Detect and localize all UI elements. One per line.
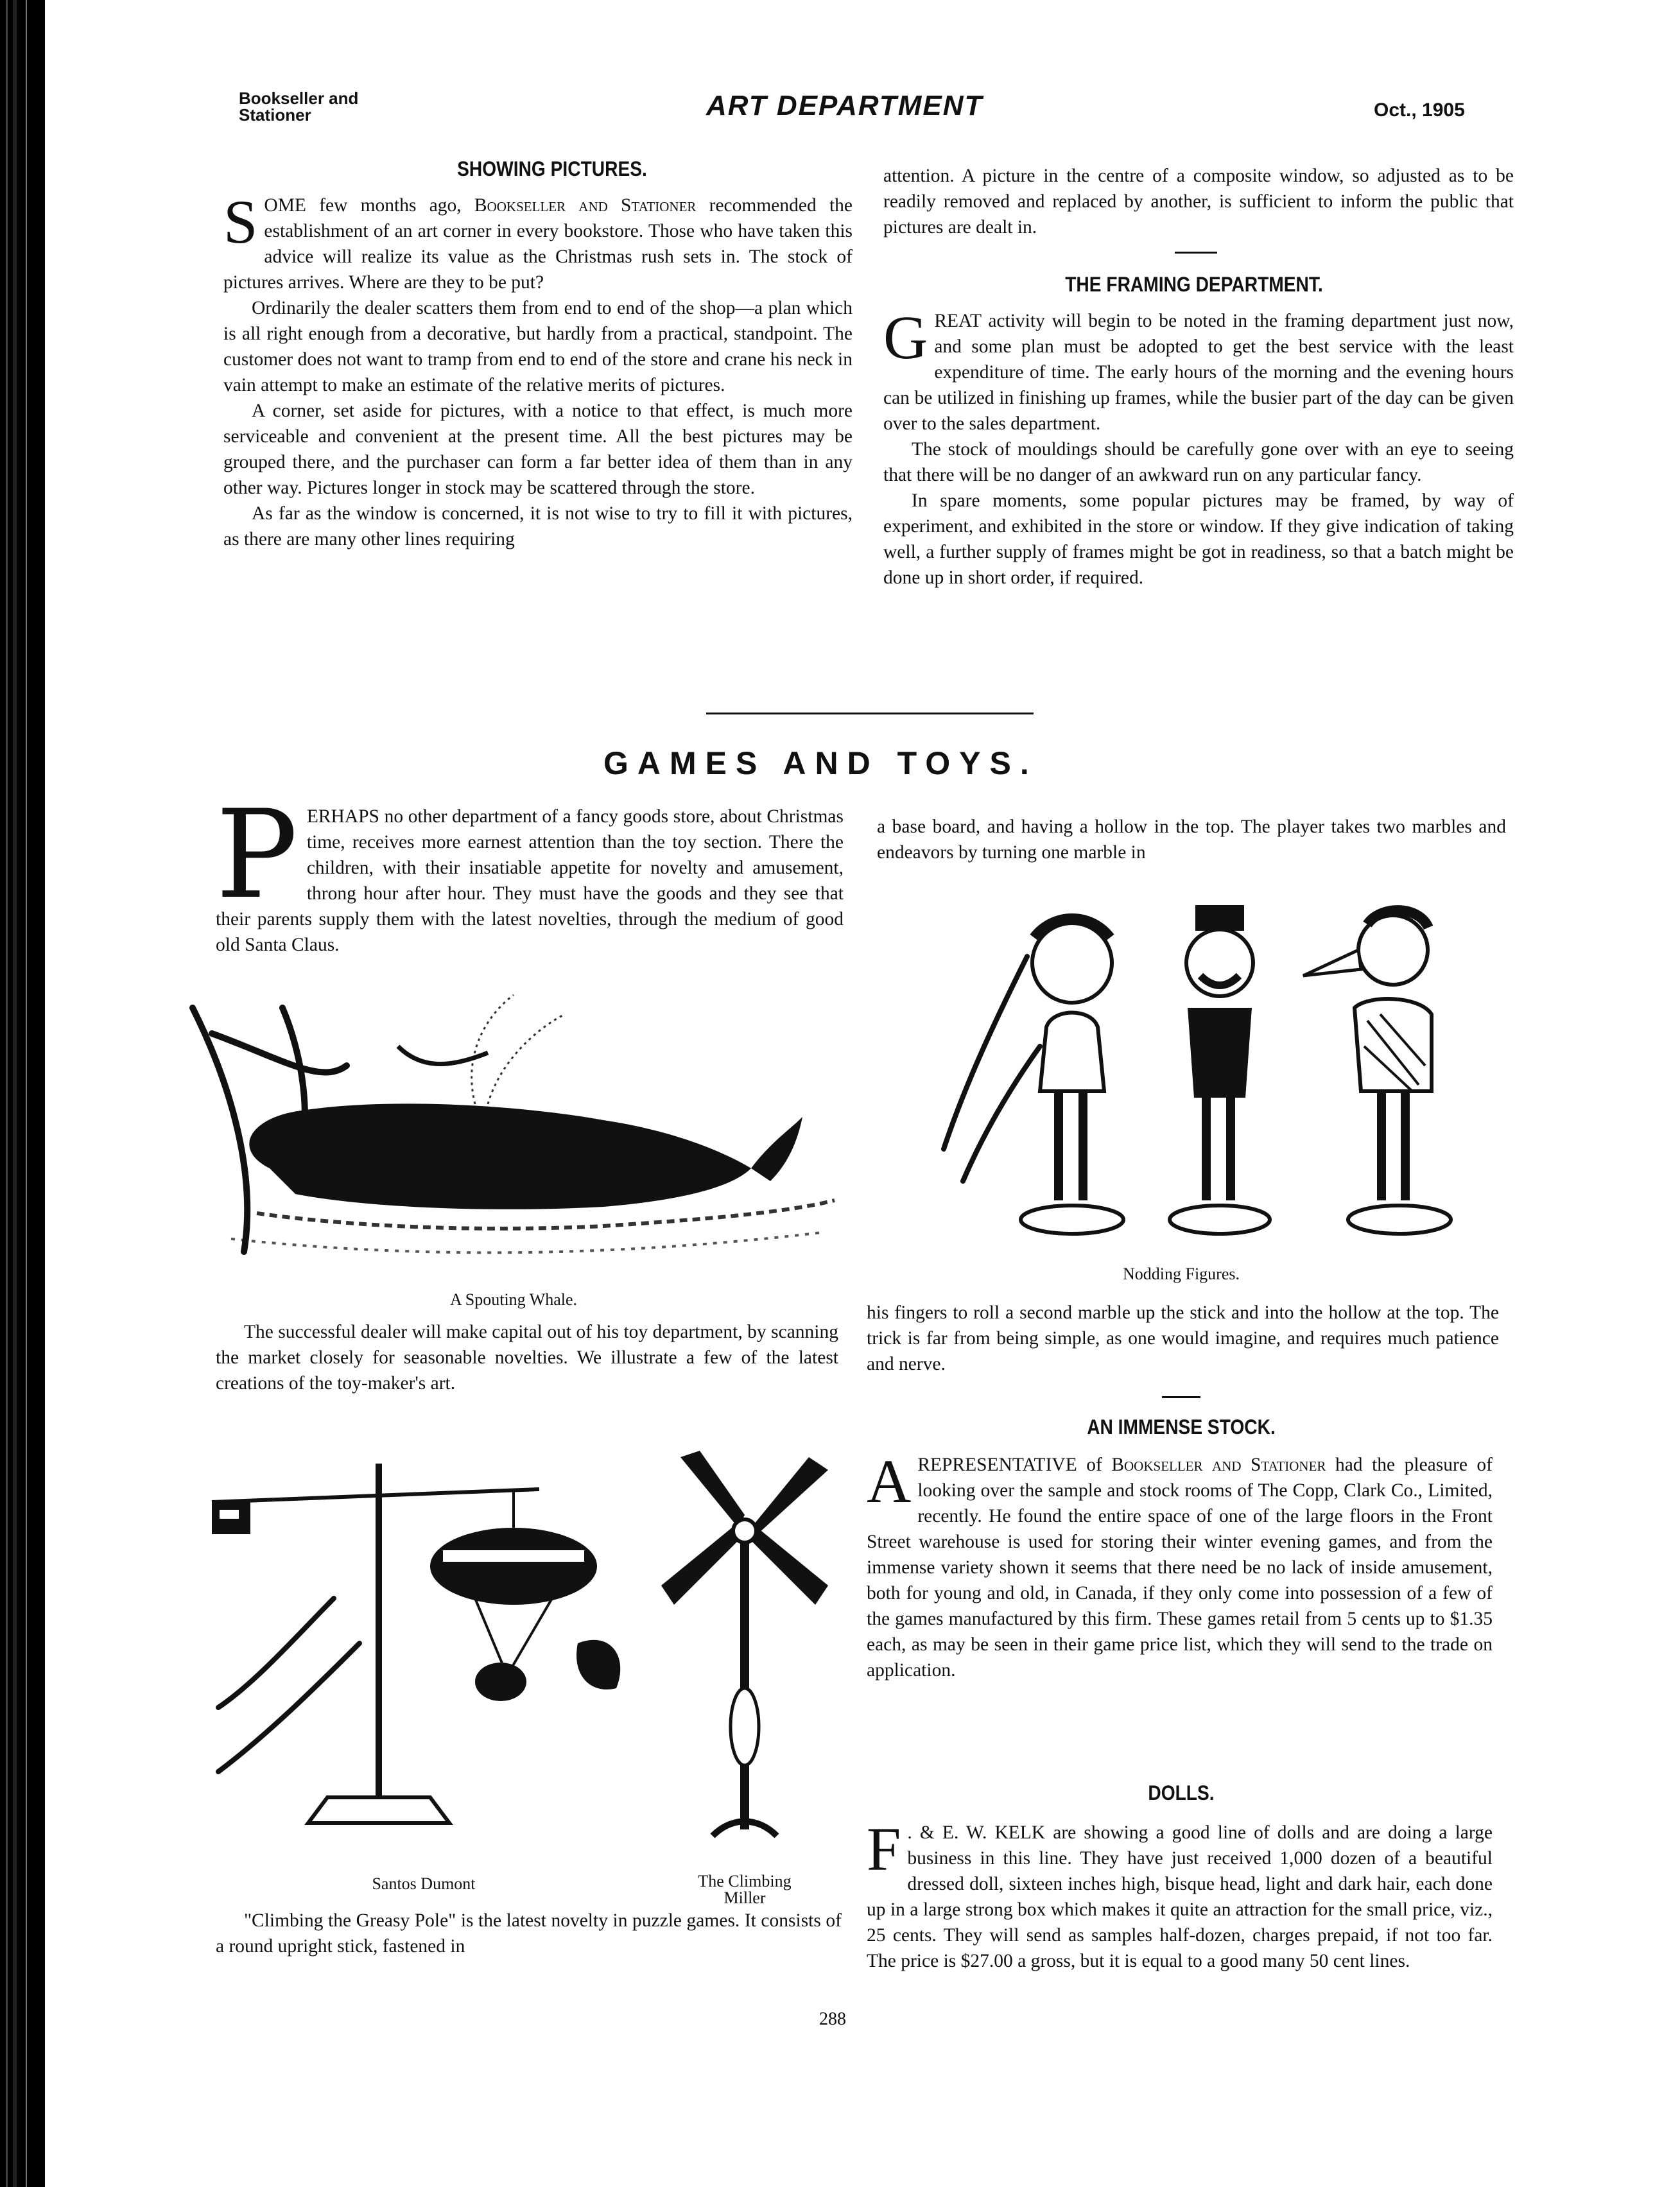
column-games-dealer <box>216 1319 838 1396</box>
caption-climbing-miller-line2: Miller <box>723 1889 766 1907</box>
drop-cap: G <box>883 303 928 372</box>
spouting-whale-illustration <box>154 956 854 1290</box>
paragraph: GREAT activity will begin to be noted in the framing department just now, and some plan must be adopted to get the best service with the least expenditure of time. The early hours of the morning and the evening hours can be utilized in finishing up frames, while the busier part of the day can be given over to the sales department. <box>883 303 1514 434</box>
header-date: Oct., 1905 <box>1374 99 1465 121</box>
column-games-intro <box>216 784 844 958</box>
paragraph: SOME few months ago, Bookseller and Stationer recommended the establishment of an art corner in every bookstore. Those who have taken this advice will realize its value as the Christmas rush sets in. The stock of pictures arrives. Where are they to be put? <box>223 187 853 293</box>
heading-immense-stock: AN IMMENSE STOCK. <box>1087 1415 1276 1439</box>
paragraph: PERHAPS no other department of a fancy goods store, about Christmas time, receives more earnest attention than the toy section. There the children, with their insatiable appetite for novelty and amusement, throng hour after hour. They must have the goods and they see that their parents supply them with the latest novelties, through the medium of good old Santa Claus. <box>216 784 844 955</box>
paragraph: The stock of mouldings should be carefully gone over with an eye to seeing that there will be no danger of an awkward run on any particular fancy. <box>883 439 1514 485</box>
heading-dolls: DOLLS. <box>1148 1781 1215 1804</box>
caption-santos-dumont: Santos Dumont <box>372 1874 476 1893</box>
header-publication-line1: Bookseller and <box>239 89 359 108</box>
caption-climbing-miller-line1: The Climbing <box>698 1872 792 1890</box>
drop-cap: F <box>867 1815 901 1883</box>
paragraph: Ordinarily the dealer scatters them from end to end of the shop—a plan which is all right enough from a decorative, but hardly from a practical, standpoint. The customer does not want to tramp from end to end of the store and crane his neck in vain attempt to make an estimate of the relative merits of pictures. <box>223 298 853 395</box>
column-framing <box>883 303 1514 591</box>
caption-nodding-figures: Nodding Figures. <box>1123 1265 1240 1283</box>
scan-binding-edge <box>0 0 45 2187</box>
column-immense-stock <box>867 1447 1493 1683</box>
column-climbing-base-board <box>877 814 1506 865</box>
paragraph: In spare moments, some popular pictures may be framed, by way of experiment, and exhibited in the store or window. If they give indication of taking well, a further supply of frames might be got in readiness, so that a batch might be done up in short order, if required. <box>883 490 1514 588</box>
paragraph: his fingers to roll a second marble up the stick and into the hollow at the top. The trick is far from being simple, as one would imagine, and requires much patience and nerve. <box>867 1302 1499 1374</box>
column-climbing-continued <box>867 1300 1499 1377</box>
column-dolls <box>867 1815 1493 1974</box>
drop-cap: P <box>216 784 298 926</box>
drop-cap: A <box>867 1447 912 1516</box>
heading-games-and-toys: GAMES AND TOYS. <box>603 745 1038 781</box>
header-section-title: ART DEPARTMENT <box>706 90 983 121</box>
divider <box>1162 1396 1200 1398</box>
divider <box>1175 252 1217 254</box>
paragraph: The successful dealer will make capital out of his toy department, by scanning the market closely for seasonable novelties. We illustrate a few of the latest creations of the toy-maker's art. <box>216 1322 838 1394</box>
caption-climbing-miller <box>642 1873 847 1906</box>
paragraph: a base board, and having a hollow in the top. The player takes two marbles and endeavors by turning one marble in <box>877 817 1506 863</box>
caption-whale: A Spouting Whale. <box>449 1290 578 1309</box>
column-climbing-greasy-pole <box>216 1908 842 1959</box>
paragraph: A REPRESENTATIVE of Bookseller and Stationer had the pleasure of looking over the sample and stock rooms of The Copp, Clark Co., Limited, recently. He found the entire space of one of the large floors in the Front Street warehouse is used for storing their winter evening games, and from the immense variety shown it seems that there need be no lack of inside amusement, both for young and old, in Canada, if they only come into possession of a few of the games manufactured by this firm. These games retail from 5 cents up to $1.35 each, as may be seen in their game price list, which they will send to the trade on application. <box>867 1447 1493 1681</box>
column-showing-pictures <box>223 187 853 552</box>
section-divider <box>706 713 1034 714</box>
column-right-top <box>883 163 1514 240</box>
paragraph: attention. A picture in the centre of a composite window, so adjusted as to be readily removed and replaced by another, is sufficient to inform the public that pictures are dealt in. <box>883 166 1514 238</box>
paragraph: As far as the window is concerned, it is not wise to try to fill it with pictures, as there are many other lines requiring <box>223 503 853 549</box>
paragraph: A corner, set aside for pictures, with a notice to that effect, is much more serviceable and convenient at the present time. All the best pictures may be grouped there, and the purchaser can form a far better idea of them than in any other way. Pictures longer in stock may be scattered through the store. <box>223 401 853 498</box>
paragraph: F . & E. W. KELK are showing a good line of dolls and are doing a large business in this line. They have just received 1,000 dozen of a beautiful dressed doll, sixteen inches high, bisque head, light and dark hair, each done up in a large strong box which makes it quite an attraction for the small price, viz., 25 cents. They will send as samples half-dozen, charges prepaid, if not too far. The price is $27.00 a gross, but it is equal to a good many 50 cent lines. <box>867 1815 1493 1971</box>
paragraph: "Climbing the Greasy Pole" is the latest novelty in puzzle games. It consists of a round upright stick, fastened in <box>216 1910 842 1957</box>
heading-framing-department: THE FRAMING DEPARTMENT. <box>1065 273 1323 296</box>
santos-dumont-illustration <box>193 1438 642 1874</box>
header-publication <box>239 90 431 123</box>
page-number: 288 <box>819 2009 846 2029</box>
header-publication-line2: Stationer <box>239 105 311 125</box>
heading-showing-pictures: SHOWING PICTURES. <box>457 157 647 180</box>
climbing-miller-illustration <box>648 1444 841 1868</box>
drop-cap: S <box>223 187 258 256</box>
nodding-figures-illustration <box>905 879 1534 1265</box>
